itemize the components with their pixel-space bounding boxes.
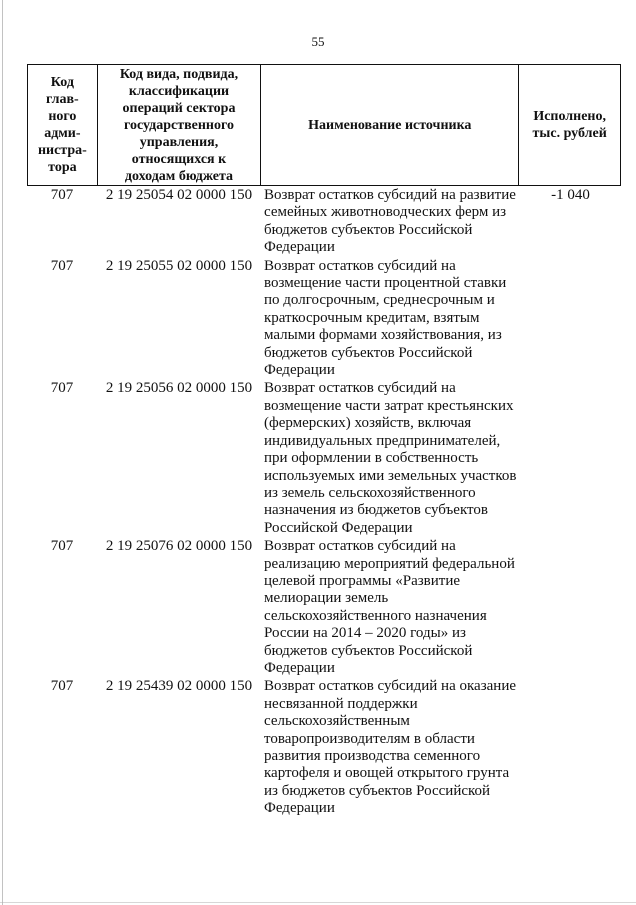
admin-code-cell: 707 — [50, 257, 74, 274]
amount-cell — [520, 379, 621, 380]
scan-left-edge — [2, 0, 3, 905]
table-header — [27, 64, 621, 186]
classification-code-cell: 2 19 25055 02 0000 150 — [105, 257, 253, 274]
source-name-cell: Возврат остатков субсидий на реализацию мероприятий федеральной целевой программы «Развитие мелиорации земель сельскохозяйственного назначения России на 2014 – 2020 годы» из бюджетов субъектов Российской Федерации — [264, 538, 515, 676]
table-row — [27, 379, 621, 537]
table-row — [27, 257, 621, 380]
classification-code-cell: 2 19 25076 02 0000 150 — [105, 538, 253, 555]
source-name-cell: Возврат остатков субсидий на развитие семейных животноводческих ферм из бюджетов субъектов Российской Федерации — [264, 187, 516, 256]
classification-code-cell: 2 19 25056 02 0000 150 — [105, 380, 253, 397]
table-row — [27, 537, 621, 677]
table-row — [27, 186, 621, 257]
amount-cell: -1 040 — [551, 187, 590, 203]
amount-cell — [520, 537, 621, 538]
header-source-name: Наименование источника — [261, 65, 519, 185]
table-row — [27, 677, 621, 817]
admin-code-cell: 707 — [50, 380, 74, 397]
page-number: 55 — [311, 34, 325, 49]
header-amount: Исполнено, тыс. рублей — [532, 109, 607, 141]
classification-code-cell: 2 19 25054 02 0000 150 — [105, 187, 253, 203]
source-name-cell: Возврат остатков субсидий на возмещение части затрат крестьянских (фермерских) хозяйств, включая индивидуальных предпринимателей, при оформлении в собственность используемых ими земельных участков из земель сельскохозяйственного назначения из бюджетов субъектов Российской Федерации — [264, 380, 517, 536]
admin-code-cell: 707 — [50, 187, 74, 203]
scan-bottom-edge — [0, 902, 636, 903]
table-body — [27, 186, 621, 818]
source-name-cell: Возврат остатков субсидий на возмещение части процентной ставки по долгосрочным, среднесрочным и краткосрочным кредитам, взятым малыми формами хозяйствования, из бюджетов субъектов Российской Федерации — [264, 257, 507, 379]
admin-code-cell: 707 — [50, 538, 74, 555]
source-name-cell: Возврат остатков субсидий на оказание несвязанной поддержки сельскохозяйственным товаропроизводителям в области развития производства семенного картофеля и овощей открытого грунта из бюджетов субъектов Российской Федерации — [264, 678, 517, 817]
header-admin-code: Код глав- ного адми- нистра- тора — [28, 65, 98, 185]
amount-cell — [520, 677, 621, 678]
amount-cell — [520, 257, 621, 258]
header-classification-code: Код вида, подвида, классификации операций сектора государственного управления, относящихся к доходам бюджета — [98, 65, 261, 185]
classification-code-cell: 2 19 25439 02 0000 150 — [105, 678, 253, 695]
admin-code-cell: 707 — [50, 678, 74, 695]
